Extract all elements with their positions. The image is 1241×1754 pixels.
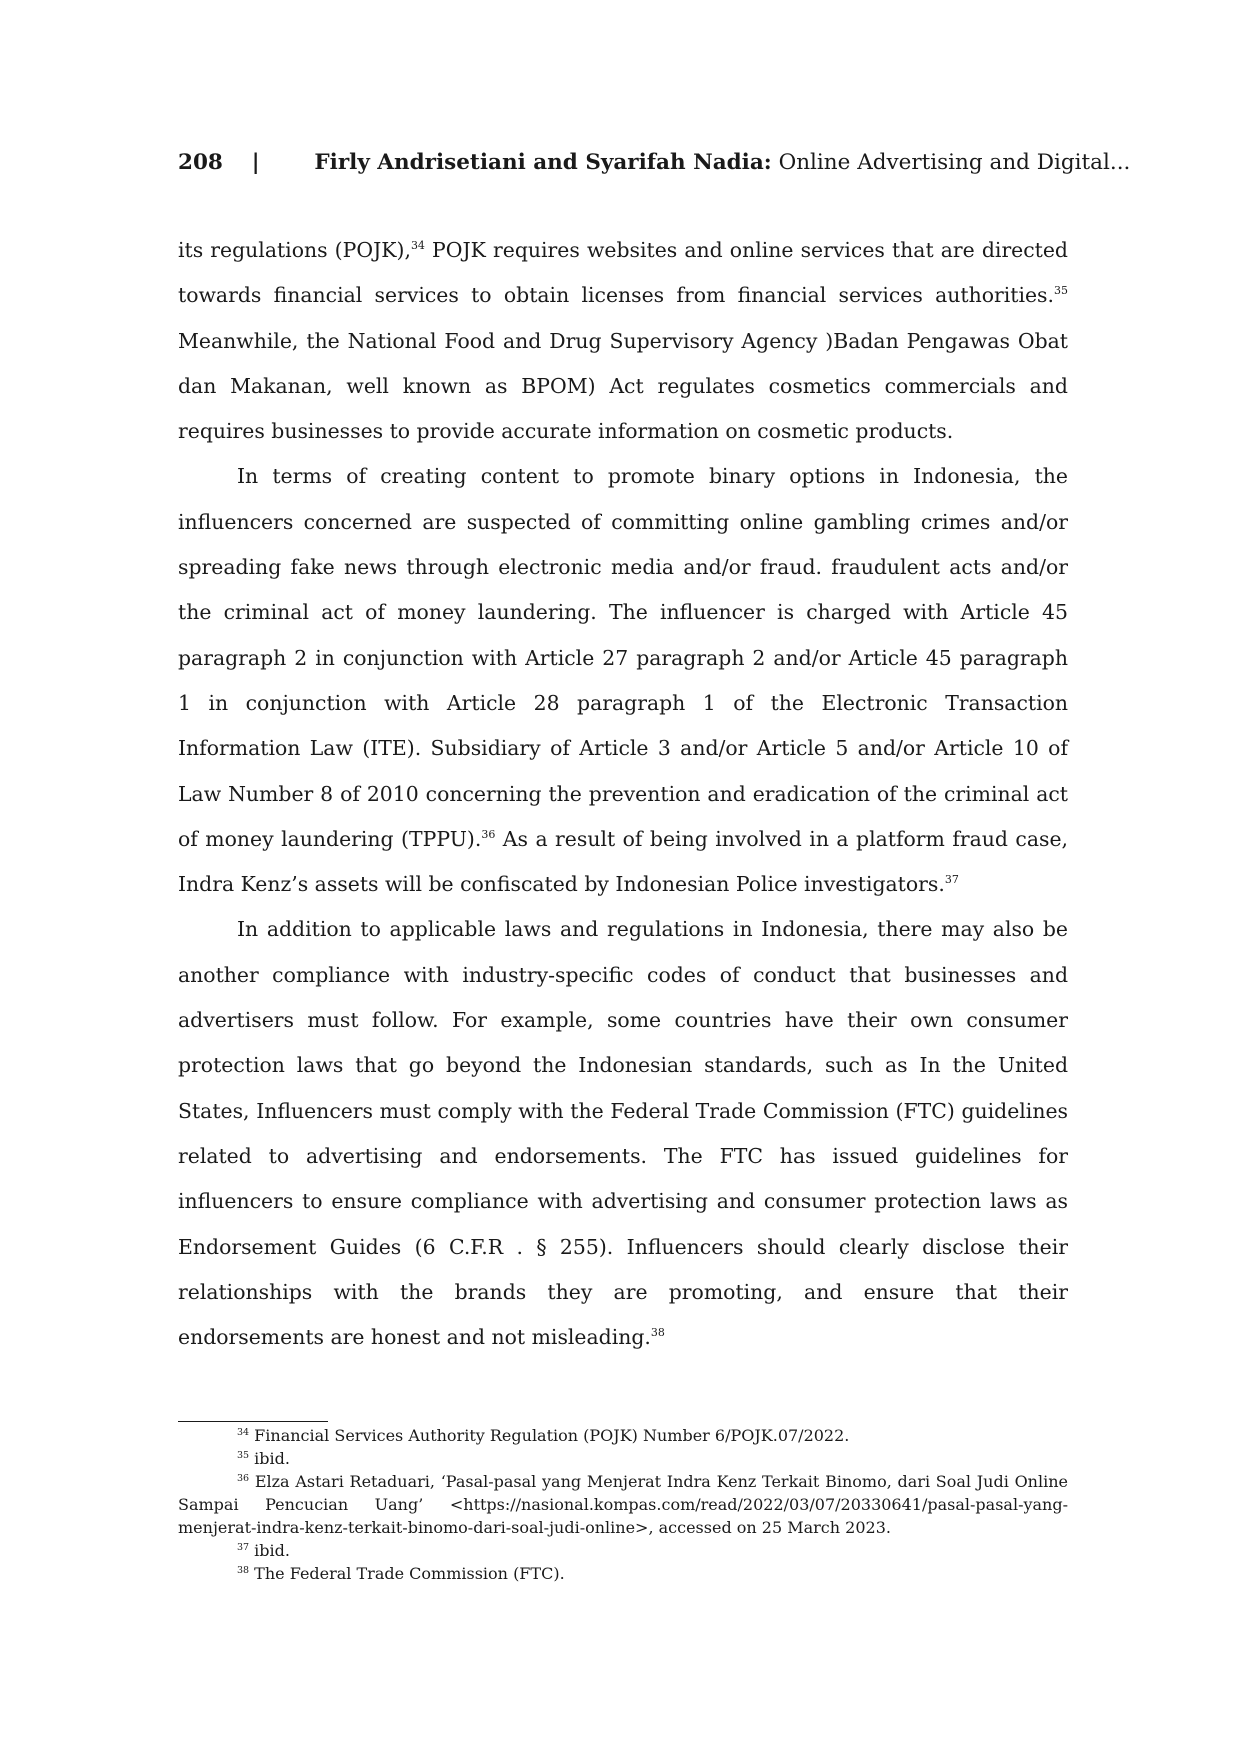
footnote-38 <box>178 1562 1068 1585</box>
header-authors: Firly Andrisetiani and Syarifah Nadia: <box>314 150 772 175</box>
footnote-ref-35: 35 <box>1054 284 1068 298</box>
footnote-divider <box>178 1421 328 1422</box>
footnote-36 <box>178 1470 1068 1539</box>
header-title: Online Advertising and Digital... <box>771 150 1131 175</box>
footnote-number: 38 <box>237 1565 250 1576</box>
footnote-35 <box>178 1447 1068 1470</box>
page-number: 208 <box>178 150 223 175</box>
running-header <box>178 150 1131 175</box>
footnote-34 <box>178 1424 1068 1447</box>
footnote-ref-36: 36 <box>481 827 496 841</box>
paragraph-2-text-b: As a result of being involved in a platform fraud case, Indra Kenz’s assets will be confiscated by Indonesian Police investigators. <box>178 826 1069 897</box>
footnote-ref-34: 34 <box>410 239 425 252</box>
paragraph-2 <box>178 454 1068 907</box>
footnote-ref-37: 37 <box>944 873 959 887</box>
paragraph-1 <box>178 228 1068 454</box>
paragraph-3-text-a: In addition to applicable laws and regulations in Indonesia, there may also be another compliance with industry-specific codes of conduct that businesses and advertisers must follow. For example, some countries have their own consumer protection laws that go beyond the Indonesian standards, such as In the United States, Influencers must comply with the Federal Trade Commission (FTC) guidelines related to advertising and endorsements. The FTC has issued guidelines for influencers to ensure compliance with advertising and consumer protection laws as Endorsement Guides (6 C.F.R . § 255). Influencers should clearly disclose their relationships with the brands they are promoting, and ensure that their endorsements are honest and not misleading. <box>178 917 1068 1350</box>
footnote-number: 34 <box>237 1427 250 1438</box>
footnote-number: 36 <box>237 1473 250 1484</box>
paragraph-1-text-b: POJK requires websites and online services that are directed towards financial services to obtain licenses from financial services authorities. <box>178 238 1068 308</box>
footnote-text: The Federal Trade Commission (FTC). <box>249 1564 565 1583</box>
paragraph-1-text-a: its regulations (POJK), <box>178 238 411 262</box>
footnote-37 <box>178 1539 1068 1562</box>
paragraph-1-text-c: Meanwhile, the National Food and Drug Supervisory Agency )Badan Pengawas Obat dan Makanan, well known as BPOM) Act regulates cosmetics commercials and requires businesses to provide accurate information on cosmetic products. <box>178 328 1068 444</box>
paragraph-3 <box>178 907 1068 1360</box>
body-text <box>178 228 1068 1360</box>
footnote-text: ibid. <box>249 1449 290 1468</box>
footnote-text: Elza Astari Retaduari, ‘Pasal-pasal yang Menjerat Indra Kenz Terkait Binomo, dari Soal Judi Online Sampai Pencucian Uang’ <https://nasional.kompas.com/read/2022/03/07/20330641/pasal-pasal-yang-menjerat-indra-kenz-terkait-binomo-dari-soal-judi-online>, accessed on 25 March 2023. <box>178 1472 1068 1537</box>
paragraph-2-text-a: In terms of creating content to promote binary options in Indonesia, the influencers concerned are suspected of committing online gambling crimes and/or spreading fake news through electronic media and/or fraud. fraudulent acts and/or the criminal act of money laundering. The influencer is charged with Article 45 paragraph 2 in conjunction with Article 27 paragraph 2 and/or Article 45 paragraph 1 in conjunction with Article 28 paragraph 1 of the Electronic Transaction Information Law (ITE). Subsidiary of Article 3 and/or Article 5 and/or Article 10 of Law Number 8 of 2010 concerning the prevention and eradication of the criminal act of money laundering (TPPU). <box>178 464 1068 851</box>
header-separator: | <box>251 150 260 175</box>
footnote-text: ibid. <box>249 1541 290 1560</box>
footnote-number: 37 <box>237 1542 250 1553</box>
footnote-number: 35 <box>237 1450 250 1461</box>
footnote-text: Financial Services Authority Regulation (POJK) Number 6/POJK.07/2022. <box>249 1426 850 1445</box>
footnote-ref-38: 38 <box>650 1326 665 1340</box>
footnotes <box>178 1424 1068 1585</box>
